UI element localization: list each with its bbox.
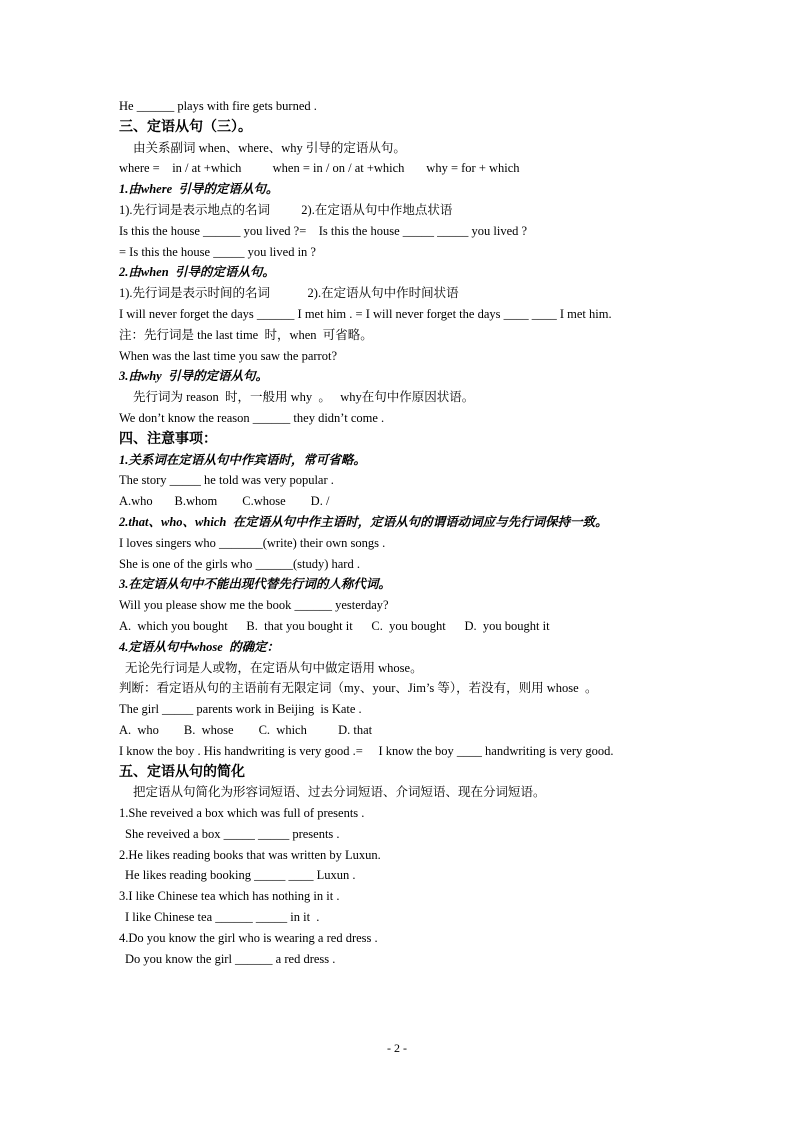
section-intro: 由关系副词 when、where、why 引导的定语从句。 [133, 140, 406, 155]
exercise-sentence: 2.He likes reading books that was written by Luxun. [119, 847, 381, 862]
exercise-sentence: I loves singers who _______(write) their own songs . [119, 535, 386, 550]
exercise-sentence: He ______ plays with fire gets burned . [119, 99, 317, 113]
rule-line: 1).先行词是表示地点的名词 2).在定语从句中作地点状语 [119, 202, 453, 217]
exercise-sentence: We don’t know the reason ______ they didn’t come . [119, 410, 385, 425]
subheading-why: 3.由why 引导的定语从句。 [119, 369, 268, 384]
exercise-sentence: = Is this the house _____ you lived in ? [119, 244, 316, 259]
answer-options: A.who B.whom C.whose D. / [119, 494, 330, 509]
rule-line: 先行词为 reason 时，一般用 why 。 why在句中作原因状语。 [133, 390, 475, 405]
note-line: 注：先行词是 the last time 时，when 可省略。 [119, 327, 373, 342]
rule-line: 1).先行词是表示时间的名词 2).在定语从句中作时间状语 [119, 286, 459, 301]
subheading-note-4: 4.定语从句中whose 的确定： [119, 639, 280, 654]
subheading-note-1: 1.关系词在定语从句中作宾语时，常可省略。 [119, 452, 366, 467]
exercise-sentence: I know the boy . His handwriting is very good .= I know the boy ____ handwriting is very good. [119, 743, 614, 758]
page-number: - 2 - [387, 1041, 407, 1055]
section-heading-5: 五、定语从句的简化 [119, 763, 245, 780]
subheading-note-3: 3.在定语从句中不能出现代替先行词的人称代词。 [119, 577, 391, 592]
document-body [119, 96, 679, 969]
exercise-sentence: 4.Do you know the girl who is wearing a red dress . [119, 930, 378, 945]
section-intro: 把定语从句简化为形容词短语、过去分词短语、介词短语、现在分词短语。 [133, 785, 546, 800]
exercise-sentence: Is this the house ______ you lived ?= Is this the house _____ _____ you lived ? [119, 223, 528, 238]
exercise-sentence: She reveived a box _____ _____ presents . [125, 826, 340, 841]
exercise-sentence: 1.She reveived a box which was full of presents . [119, 806, 365, 821]
example-sentence: When was the last time you saw the parrot? [119, 348, 337, 363]
formula-line: where = in / at +which when = in / on / at +which why = for + which [119, 161, 520, 176]
exercise-sentence: Do you know the girl ______ a red dress . [125, 951, 336, 966]
answer-options: A. who B. whose C. which D. that [119, 722, 373, 737]
exercise-sentence: I like Chinese tea ______ _____ in it . [125, 910, 320, 925]
section-heading-4: 四、注意事项： [119, 430, 217, 447]
exercise-sentence: 3.I like Chinese tea which has nothing in it . [119, 889, 340, 904]
subheading-when: 2.由when 引导的定语从句。 [119, 265, 275, 280]
exercise-sentence: I will never forget the days ______ I met him . = I will never forget the days ____ ____ I met him. [119, 306, 612, 321]
exercise-sentence: She is one of the girls who ______(study) hard . [119, 556, 360, 571]
answer-options: A. which you bought B. that you bought it C. you bought D. you bought it [119, 618, 550, 633]
exercise-sentence: Will you please show me the book ______ yesterday? [119, 598, 389, 613]
exercise-sentence: The girl _____ parents work in Beijing is Kate . [119, 702, 362, 717]
section-heading-3: 三、定语从句（三）。 [119, 118, 252, 135]
rule-line: 判断：看定语从句的主语前有无限定词（my、your、Jim’s 等），若没有，则用 whose 。 [119, 681, 598, 696]
exercise-sentence: He likes reading booking _____ ____ Luxun . [125, 868, 356, 883]
subheading-where: 1.由where 引导的定语从句。 [119, 182, 279, 197]
rule-line: 无论先行词是人或物，在定语从句中做定语用 whose。 [125, 660, 423, 675]
subheading-note-2: 2.that、who、which 在定语从句中作主语时，定语从句的谓语动词应与先行词保持一致。 [119, 514, 608, 529]
exercise-sentence: The story _____ he told was very popular . [119, 473, 334, 488]
